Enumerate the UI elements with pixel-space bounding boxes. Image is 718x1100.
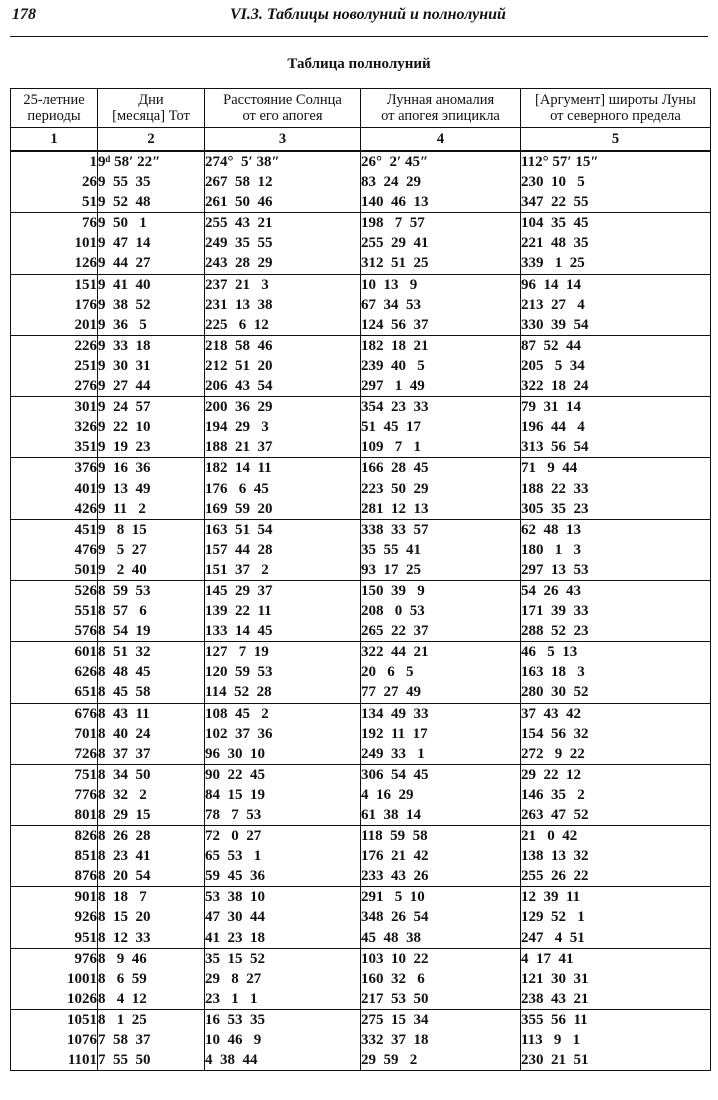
lunar-anomaly-cell: 322 44 21 <box>361 642 521 663</box>
latitude-argument-cell: 96 14 14 <box>521 274 711 295</box>
period-cell: 176 <box>11 295 98 315</box>
table-row <box>11 928 711 949</box>
lunar-anomaly-cell: 4 16 29 <box>361 785 521 805</box>
lunar-anomaly-cell: 140 46 13 <box>361 192 521 213</box>
table-row <box>11 682 711 703</box>
table-row <box>11 764 711 785</box>
period-cell: 351 <box>11 437 98 458</box>
table-row <box>11 417 711 437</box>
header-rule <box>10 36 708 37</box>
lunar-anomaly-cell: 160 32 6 <box>361 969 521 989</box>
table-row <box>11 213 711 234</box>
days-cell: 9 5 27 <box>98 540 205 560</box>
lunar-anomaly-cell: 77 27 49 <box>361 682 521 703</box>
sun-distance-cell: 188 21 37 <box>205 437 361 458</box>
running-title: VI.3. Таблицы новолуний и полнолуний <box>230 6 506 23</box>
lunar-anomaly-cell: 249 33 1 <box>361 744 521 765</box>
latitude-argument-cell: 37 43 42 <box>521 703 711 724</box>
days-cell: 8 45 58 <box>98 682 205 703</box>
latitude-argument-cell: 146 35 2 <box>521 785 711 805</box>
sun-distance-cell: 255 43 21 <box>205 213 361 234</box>
sun-distance-cell: 169 59 20 <box>205 499 361 520</box>
period-cell: 776 <box>11 785 98 805</box>
lunar-anomaly-cell: 166 28 45 <box>361 458 521 479</box>
latitude-argument-cell: 121 30 31 <box>521 969 711 989</box>
sun-distance-cell: 65 53 1 <box>205 846 361 866</box>
lunar-anomaly-cell: 103 10 22 <box>361 948 521 969</box>
column-header-sun-distance: Расстояние Солнца от его апогея <box>205 89 361 128</box>
lunar-anomaly-cell: 29 59 2 <box>361 1050 521 1071</box>
days-cell: 8 1 25 <box>98 1009 205 1030</box>
latitude-argument-cell: 62 48 13 <box>521 519 711 540</box>
sun-distance-cell: 127 7 19 <box>205 642 361 663</box>
days-cell: 8 48 45 <box>98 662 205 682</box>
days-cell: 7 55 50 <box>98 1050 205 1071</box>
table-row <box>11 907 711 927</box>
latitude-argument-cell: 12 39 11 <box>521 887 711 908</box>
table-row <box>11 1030 711 1050</box>
table-row <box>11 826 711 847</box>
period-cell: 201 <box>11 315 98 336</box>
period-cell: 701 <box>11 724 98 744</box>
period-cell: 1026 <box>11 989 98 1010</box>
lunar-anomaly-cell: 61 38 14 <box>361 805 521 826</box>
period-cell: 301 <box>11 397 98 418</box>
latitude-argument-cell: 263 47 52 <box>521 805 711 826</box>
period-cell: 726 <box>11 744 98 765</box>
latitude-argument-cell: 221 48 35 <box>521 233 711 253</box>
days-cell: 8 18 7 <box>98 887 205 908</box>
lunar-anomaly-cell: 255 29 41 <box>361 233 521 253</box>
latitude-argument-cell: 213 27 4 <box>521 295 711 315</box>
column-number: 3 <box>205 128 361 152</box>
period-cell: 901 <box>11 887 98 908</box>
lunar-anomaly-cell: 306 54 45 <box>361 764 521 785</box>
days-cell: 8 20 54 <box>98 866 205 887</box>
table-row <box>11 969 711 989</box>
period-cell: 151 <box>11 274 98 295</box>
table-row <box>11 519 711 540</box>
days-cell: 9 52 48 <box>98 192 205 213</box>
days-cell: 9 13 49 <box>98 479 205 499</box>
days-cell: 8 54 19 <box>98 621 205 642</box>
latitude-argument-cell: 113 9 1 <box>521 1030 711 1050</box>
sun-distance-cell: 261 50 46 <box>205 192 361 213</box>
period-cell: 501 <box>11 560 98 581</box>
period-cell: 1001 <box>11 969 98 989</box>
period-cell: 76 <box>11 213 98 234</box>
lunar-anomaly-cell: 109 7 1 <box>361 437 521 458</box>
lunar-anomaly-cell: 198 7 57 <box>361 213 521 234</box>
period-cell: 976 <box>11 948 98 969</box>
days-cell: 9 27 44 <box>98 376 205 397</box>
table-row <box>11 437 711 458</box>
table-row <box>11 785 711 805</box>
days-cell: 8 43 11 <box>98 703 205 724</box>
latitude-argument-cell: 180 1 3 <box>521 540 711 560</box>
lunar-anomaly-cell: 93 17 25 <box>361 560 521 581</box>
days-cell: 9 41 40 <box>98 274 205 295</box>
lunar-anomaly-cell: 134 49 33 <box>361 703 521 724</box>
period-cell: 801 <box>11 805 98 826</box>
sun-distance-cell: 59 45 36 <box>205 866 361 887</box>
latitude-argument-cell: 29 22 12 <box>521 764 711 785</box>
period-cell: 951 <box>11 928 98 949</box>
sun-distance-cell: 237 21 3 <box>205 274 361 295</box>
sun-distance-cell: 35 15 52 <box>205 948 361 969</box>
page-number: 178 <box>12 6 36 23</box>
latitude-argument-cell: 288 52 23 <box>521 621 711 642</box>
days-cell: 9 36 5 <box>98 315 205 336</box>
period-cell: 576 <box>11 621 98 642</box>
days-cell: 8 40 24 <box>98 724 205 744</box>
period-cell: 651 <box>11 682 98 703</box>
table-row <box>11 989 711 1010</box>
table-row <box>11 233 711 253</box>
latitude-argument-cell: 154 56 32 <box>521 724 711 744</box>
sun-distance-cell: 157 44 28 <box>205 540 361 560</box>
days-cell: 8 12 33 <box>98 928 205 949</box>
column-number: 4 <box>361 128 521 152</box>
days-cell: 9 8 15 <box>98 519 205 540</box>
lunar-anomaly-cell: 233 43 26 <box>361 866 521 887</box>
sun-distance-cell: 163 51 54 <box>205 519 361 540</box>
lunar-anomaly-cell: 124 56 37 <box>361 315 521 336</box>
sun-distance-cell: 72 0 27 <box>205 826 361 847</box>
sun-distance-cell: 10 46 9 <box>205 1030 361 1050</box>
days-cell: 9 55 35 <box>98 172 205 192</box>
days-cell: 9 11 2 <box>98 499 205 520</box>
latitude-argument-cell: 297 13 53 <box>521 560 711 581</box>
table-row <box>11 642 711 663</box>
table-row <box>11 274 711 295</box>
table-row <box>11 376 711 397</box>
lunar-anomaly-cell: 348 26 54 <box>361 907 521 927</box>
column-header-lunar-anomaly: Лунная аномалия от апогея эпицикла <box>361 89 521 128</box>
column-header-latitude-argument: [Аргумент] широты Луны от северного предела <box>521 89 711 128</box>
lunar-anomaly-cell: 150 39 9 <box>361 580 521 601</box>
sun-distance-cell: 206 43 54 <box>205 376 361 397</box>
latitude-argument-cell: 347 22 55 <box>521 192 711 213</box>
table-row <box>11 805 711 826</box>
lunar-anomaly-cell: 208 0 53 <box>361 601 521 621</box>
lunar-anomaly-cell: 51 45 17 <box>361 417 521 437</box>
sun-distance-cell: 176 6 45 <box>205 479 361 499</box>
days-cell: 8 4 12 <box>98 989 205 1010</box>
table-row <box>11 540 711 560</box>
days-cell: 9 2 40 <box>98 560 205 581</box>
sun-distance-cell: 274° 5′ 38″ <box>205 151 361 172</box>
lunar-anomaly-cell: 176 21 42 <box>361 846 521 866</box>
table-row <box>11 335 711 356</box>
sun-distance-cell: 47 30 44 <box>205 907 361 927</box>
sun-distance-cell: 16 53 35 <box>205 1009 361 1030</box>
lunar-anomaly-cell: 45 48 38 <box>361 928 521 949</box>
column-number: 5 <box>521 128 711 152</box>
sun-distance-cell: 200 36 29 <box>205 397 361 418</box>
days-cell: 7 58 37 <box>98 1030 205 1050</box>
sun-distance-cell: 182 14 11 <box>205 458 361 479</box>
latitude-argument-cell: 46 5 13 <box>521 642 711 663</box>
lunar-anomaly-cell: 265 22 37 <box>361 621 521 642</box>
period-cell: 126 <box>11 253 98 274</box>
table-row <box>11 662 711 682</box>
latitude-argument-cell: 230 10 5 <box>521 172 711 192</box>
days-cell: 8 34 50 <box>98 764 205 785</box>
latitude-argument-cell: 330 39 54 <box>521 315 711 336</box>
days-cell: 9 50 1 <box>98 213 205 234</box>
sun-distance-cell: 84 15 19 <box>205 785 361 805</box>
lunar-anomaly-cell: 312 51 25 <box>361 253 521 274</box>
column-number: 1 <box>11 128 98 152</box>
sun-distance-cell: 96 30 10 <box>205 744 361 765</box>
table-row <box>11 1050 711 1071</box>
sun-distance-cell: 218 58 46 <box>205 335 361 356</box>
lunar-anomaly-cell: 332 37 18 <box>361 1030 521 1050</box>
period-cell: 876 <box>11 866 98 887</box>
sun-distance-cell: 53 38 10 <box>205 887 361 908</box>
sun-distance-cell: 267 58 12 <box>205 172 361 192</box>
table-row <box>11 356 711 376</box>
period-cell: 376 <box>11 458 98 479</box>
latitude-argument-cell: 355 56 11 <box>521 1009 711 1030</box>
latitude-argument-cell: 112° 57′ 15″ <box>521 151 711 172</box>
sun-distance-cell: 145 29 37 <box>205 580 361 601</box>
sun-distance-cell: 243 28 29 <box>205 253 361 274</box>
latitude-argument-cell: 188 22 33 <box>521 479 711 499</box>
days-cell: 8 37 37 <box>98 744 205 765</box>
sun-distance-cell: 4 38 44 <box>205 1050 361 1071</box>
period-cell: 101 <box>11 233 98 253</box>
sun-distance-cell: 231 13 38 <box>205 295 361 315</box>
period-cell: 1076 <box>11 1030 98 1050</box>
period-cell: 426 <box>11 499 98 520</box>
sun-distance-cell: 41 23 18 <box>205 928 361 949</box>
sun-distance-cell: 108 45 2 <box>205 703 361 724</box>
table-row <box>11 295 711 315</box>
period-cell: 926 <box>11 907 98 927</box>
days-cell: 9 19 23 <box>98 437 205 458</box>
lunar-anomaly-cell: 26° 2′ 45″ <box>361 151 521 172</box>
days-cell: 8 29 15 <box>98 805 205 826</box>
full-moon-table <box>10 88 711 1071</box>
table-row <box>11 724 711 744</box>
period-cell: 676 <box>11 703 98 724</box>
latitude-argument-cell: 238 43 21 <box>521 989 711 1010</box>
latitude-argument-cell: 21 0 42 <box>521 826 711 847</box>
lunar-anomaly-cell: 354 23 33 <box>361 397 521 418</box>
period-cell: 276 <box>11 376 98 397</box>
period-cell: 851 <box>11 846 98 866</box>
lunar-anomaly-cell: 35 55 41 <box>361 540 521 560</box>
period-cell: 451 <box>11 519 98 540</box>
table-row <box>11 172 711 192</box>
table-row <box>11 948 711 969</box>
days-cell: 9 44 27 <box>98 253 205 274</box>
days-cell: 9 30 31 <box>98 356 205 376</box>
days-cell: 8 32 2 <box>98 785 205 805</box>
latitude-argument-cell: 163 18 3 <box>521 662 711 682</box>
lunar-anomaly-cell: 67 34 53 <box>361 295 521 315</box>
sun-distance-cell: 139 22 11 <box>205 601 361 621</box>
table-row <box>11 580 711 601</box>
latitude-argument-cell: 205 5 34 <box>521 356 711 376</box>
latitude-argument-cell: 280 30 52 <box>521 682 711 703</box>
period-cell: 1051 <box>11 1009 98 1030</box>
table-row <box>11 887 711 908</box>
lunar-anomaly-cell: 83 24 29 <box>361 172 521 192</box>
latitude-argument-cell: 71 9 44 <box>521 458 711 479</box>
days-cell: 8 9 46 <box>98 948 205 969</box>
latitude-argument-cell: 87 52 44 <box>521 335 711 356</box>
latitude-argument-cell: 247 4 51 <box>521 928 711 949</box>
days-cell: 8 6 59 <box>98 969 205 989</box>
period-cell: 526 <box>11 580 98 601</box>
sun-distance-cell: 225 6 12 <box>205 315 361 336</box>
table-row <box>11 560 711 581</box>
table-row <box>11 315 711 336</box>
latitude-argument-cell: 129 52 1 <box>521 907 711 927</box>
lunar-anomaly-cell: 182 18 21 <box>361 335 521 356</box>
latitude-argument-cell: 54 26 43 <box>521 580 711 601</box>
days-cell: 9 22 10 <box>98 417 205 437</box>
days-cell: 8 51 32 <box>98 642 205 663</box>
table-row <box>11 703 711 724</box>
sun-distance-cell: 151 37 2 <box>205 560 361 581</box>
period-cell: 601 <box>11 642 98 663</box>
days-cell: 8 59 53 <box>98 580 205 601</box>
days-cell: 9 47 14 <box>98 233 205 253</box>
latitude-argument-cell: 104 35 45 <box>521 213 711 234</box>
sun-distance-cell: 249 35 55 <box>205 233 361 253</box>
table-body <box>11 151 711 1071</box>
latitude-argument-cell: 138 13 32 <box>521 846 711 866</box>
latitude-argument-cell: 196 44 4 <box>521 417 711 437</box>
period-cell: 551 <box>11 601 98 621</box>
days-cell: 9 24 57 <box>98 397 205 418</box>
latitude-argument-cell: 305 35 23 <box>521 499 711 520</box>
table-row <box>11 192 711 213</box>
period-cell: 26 <box>11 172 98 192</box>
table-row <box>11 744 711 765</box>
table-row <box>11 846 711 866</box>
table-row <box>11 458 711 479</box>
days-cell: 8 26 28 <box>98 826 205 847</box>
sun-distance-cell: 29 8 27 <box>205 969 361 989</box>
column-number: 2 <box>98 128 205 152</box>
latitude-argument-cell: 171 39 33 <box>521 601 711 621</box>
sun-distance-cell: 194 29 3 <box>205 417 361 437</box>
sun-distance-cell: 133 14 45 <box>205 621 361 642</box>
latitude-argument-cell: 79 31 14 <box>521 397 711 418</box>
table-row <box>11 1009 711 1030</box>
period-cell: 401 <box>11 479 98 499</box>
period-cell: 826 <box>11 826 98 847</box>
lunar-anomaly-cell: 10 13 9 <box>361 274 521 295</box>
days-cell: 9 38 52 <box>98 295 205 315</box>
period-cell: 751 <box>11 764 98 785</box>
period-cell: 626 <box>11 662 98 682</box>
days-cell: 8 23 41 <box>98 846 205 866</box>
lunar-anomaly-cell: 239 40 5 <box>361 356 521 376</box>
lunar-anomaly-cell: 192 11 17 <box>361 724 521 744</box>
latitude-argument-cell: 4 17 41 <box>521 948 711 969</box>
days-cell: 9 16 36 <box>98 458 205 479</box>
latitude-argument-cell: 322 18 24 <box>521 376 711 397</box>
latitude-argument-cell: 272 9 22 <box>521 744 711 765</box>
lunar-anomaly-cell: 297 1 49 <box>361 376 521 397</box>
lunar-anomaly-cell: 338 33 57 <box>361 519 521 540</box>
lunar-anomaly-cell: 275 15 34 <box>361 1009 521 1030</box>
lunar-anomaly-cell: 223 50 29 <box>361 479 521 499</box>
lunar-anomaly-cell: 291 5 10 <box>361 887 521 908</box>
column-header-periods: 25-летние периоды <box>11 89 98 128</box>
days-cell: 8 15 20 <box>98 907 205 927</box>
period-cell: 326 <box>11 417 98 437</box>
latitude-argument-cell: 313 56 54 <box>521 437 711 458</box>
table-row <box>11 397 711 418</box>
sun-distance-cell: 23 1 1 <box>205 989 361 1010</box>
table-title: Таблица полнолуний <box>287 56 431 72</box>
lunar-anomaly-cell: 20 6 5 <box>361 662 521 682</box>
days-cell: 9ᵈ 58′ 22″ <box>98 151 205 172</box>
table-row <box>11 866 711 887</box>
days-cell: 8 57 6 <box>98 601 205 621</box>
latitude-argument-cell: 230 21 51 <box>521 1050 711 1071</box>
sun-distance-cell: 78 7 53 <box>205 805 361 826</box>
table-row <box>11 601 711 621</box>
table-row <box>11 253 711 274</box>
table-row <box>11 151 711 172</box>
latitude-argument-cell: 339 1 25 <box>521 253 711 274</box>
column-header-days: Дни [месяца] Тот <box>98 89 205 128</box>
period-cell: 251 <box>11 356 98 376</box>
period-cell: 226 <box>11 335 98 356</box>
lunar-anomaly-cell: 281 12 13 <box>361 499 521 520</box>
sun-distance-cell: 90 22 45 <box>205 764 361 785</box>
table-row <box>11 621 711 642</box>
period-cell: 1 <box>11 151 98 172</box>
table-row <box>11 479 711 499</box>
sun-distance-cell: 120 59 53 <box>205 662 361 682</box>
sun-distance-cell: 102 37 36 <box>205 724 361 744</box>
days-cell: 9 33 18 <box>98 335 205 356</box>
sun-distance-cell: 212 51 20 <box>205 356 361 376</box>
period-cell: 51 <box>11 192 98 213</box>
lunar-anomaly-cell: 118 59 58 <box>361 826 521 847</box>
page-header <box>8 6 710 26</box>
period-cell: 476 <box>11 540 98 560</box>
table-row <box>11 499 711 520</box>
sun-distance-cell: 114 52 28 <box>205 682 361 703</box>
lunar-anomaly-cell: 217 53 50 <box>361 989 521 1010</box>
period-cell: 1101 <box>11 1050 98 1071</box>
latitude-argument-cell: 255 26 22 <box>521 866 711 887</box>
